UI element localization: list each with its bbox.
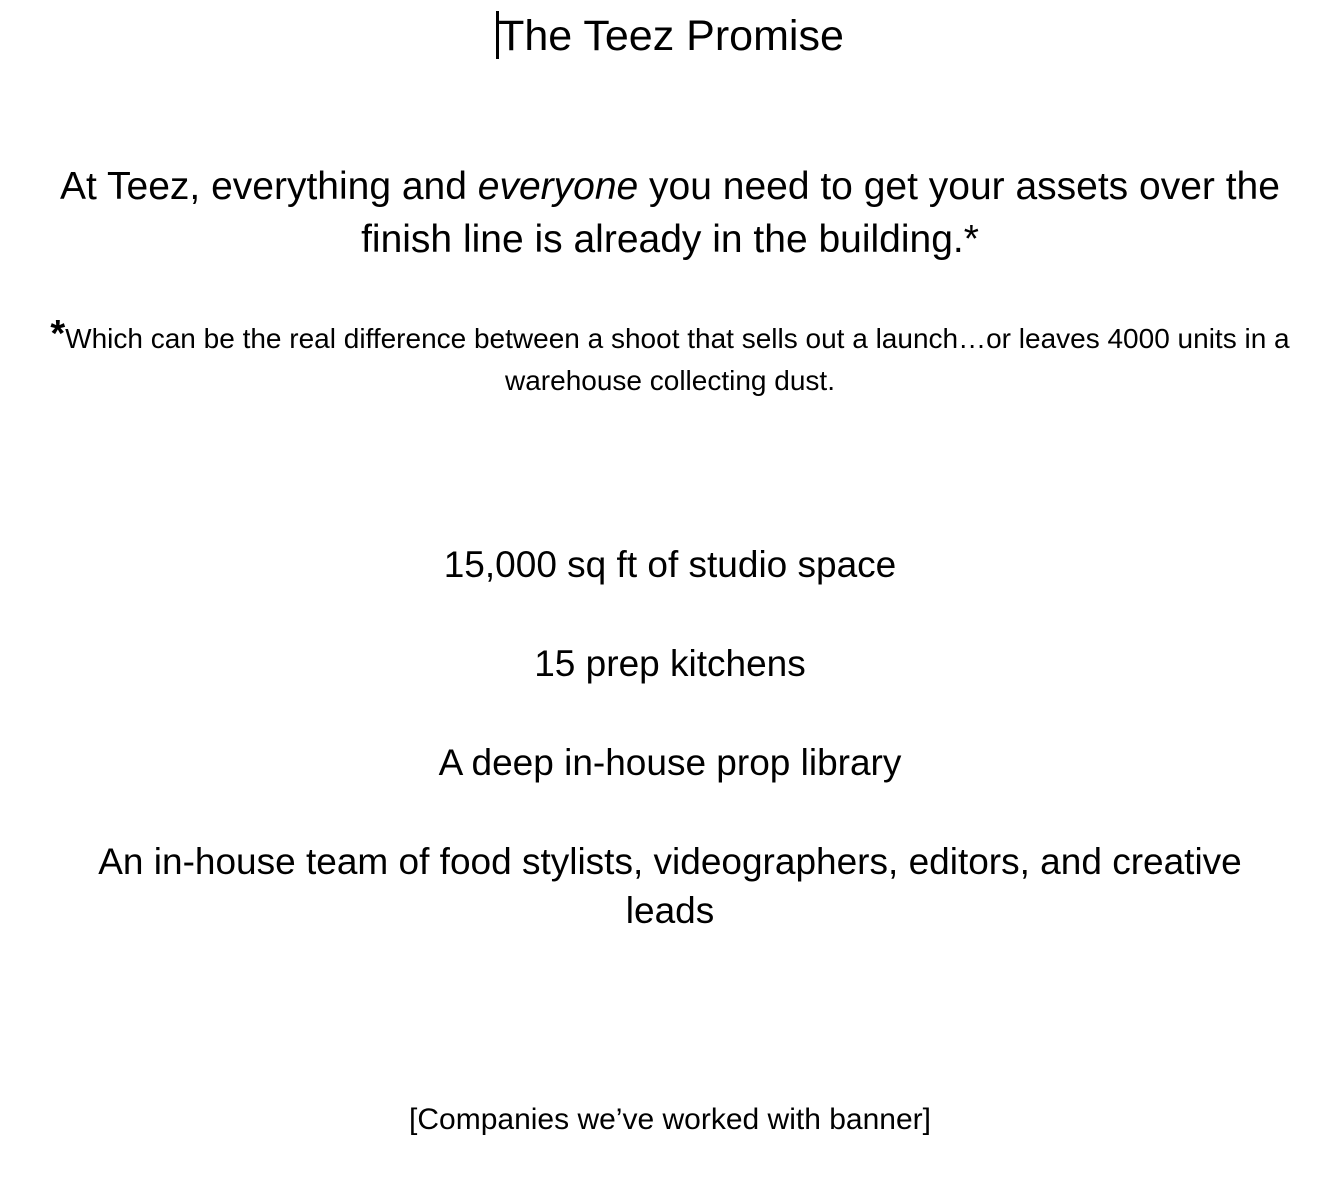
feature-item-prop-library: A deep in-house prop library <box>438 742 902 783</box>
feature-item-studio-space: 15,000 sq ft of studio space <box>443 544 897 585</box>
document-title-line[interactable] <box>0 10 1340 62</box>
intro-text-after: you need to get your assets over the finish line is already in the building.* <box>361 165 1280 261</box>
feature-item-in-house-team: An in-house team of food stylists, videographers, editors, and creative leads <box>98 841 1242 931</box>
footnote-marker: * <box>50 313 66 355</box>
intro-text-before: At Teez, everything and <box>60 165 478 208</box>
feature-item-prep-kitchens: 15 prep kitchens <box>534 643 806 684</box>
companies-banner-placeholder: [Companies we’ve worked with banner] <box>409 1103 931 1136</box>
intro-paragraph <box>60 160 1280 266</box>
feature-list <box>70 540 1270 985</box>
intro-emphasis: everyone <box>477 165 639 208</box>
document-title: The Teez Promise <box>498 12 844 60</box>
footnote-text: Which can be the real difference between a shoot that sells out a launch…or leaves 4000 units in a warehouse collecting dust. <box>65 323 1290 396</box>
footnote-paragraph <box>30 313 1310 402</box>
